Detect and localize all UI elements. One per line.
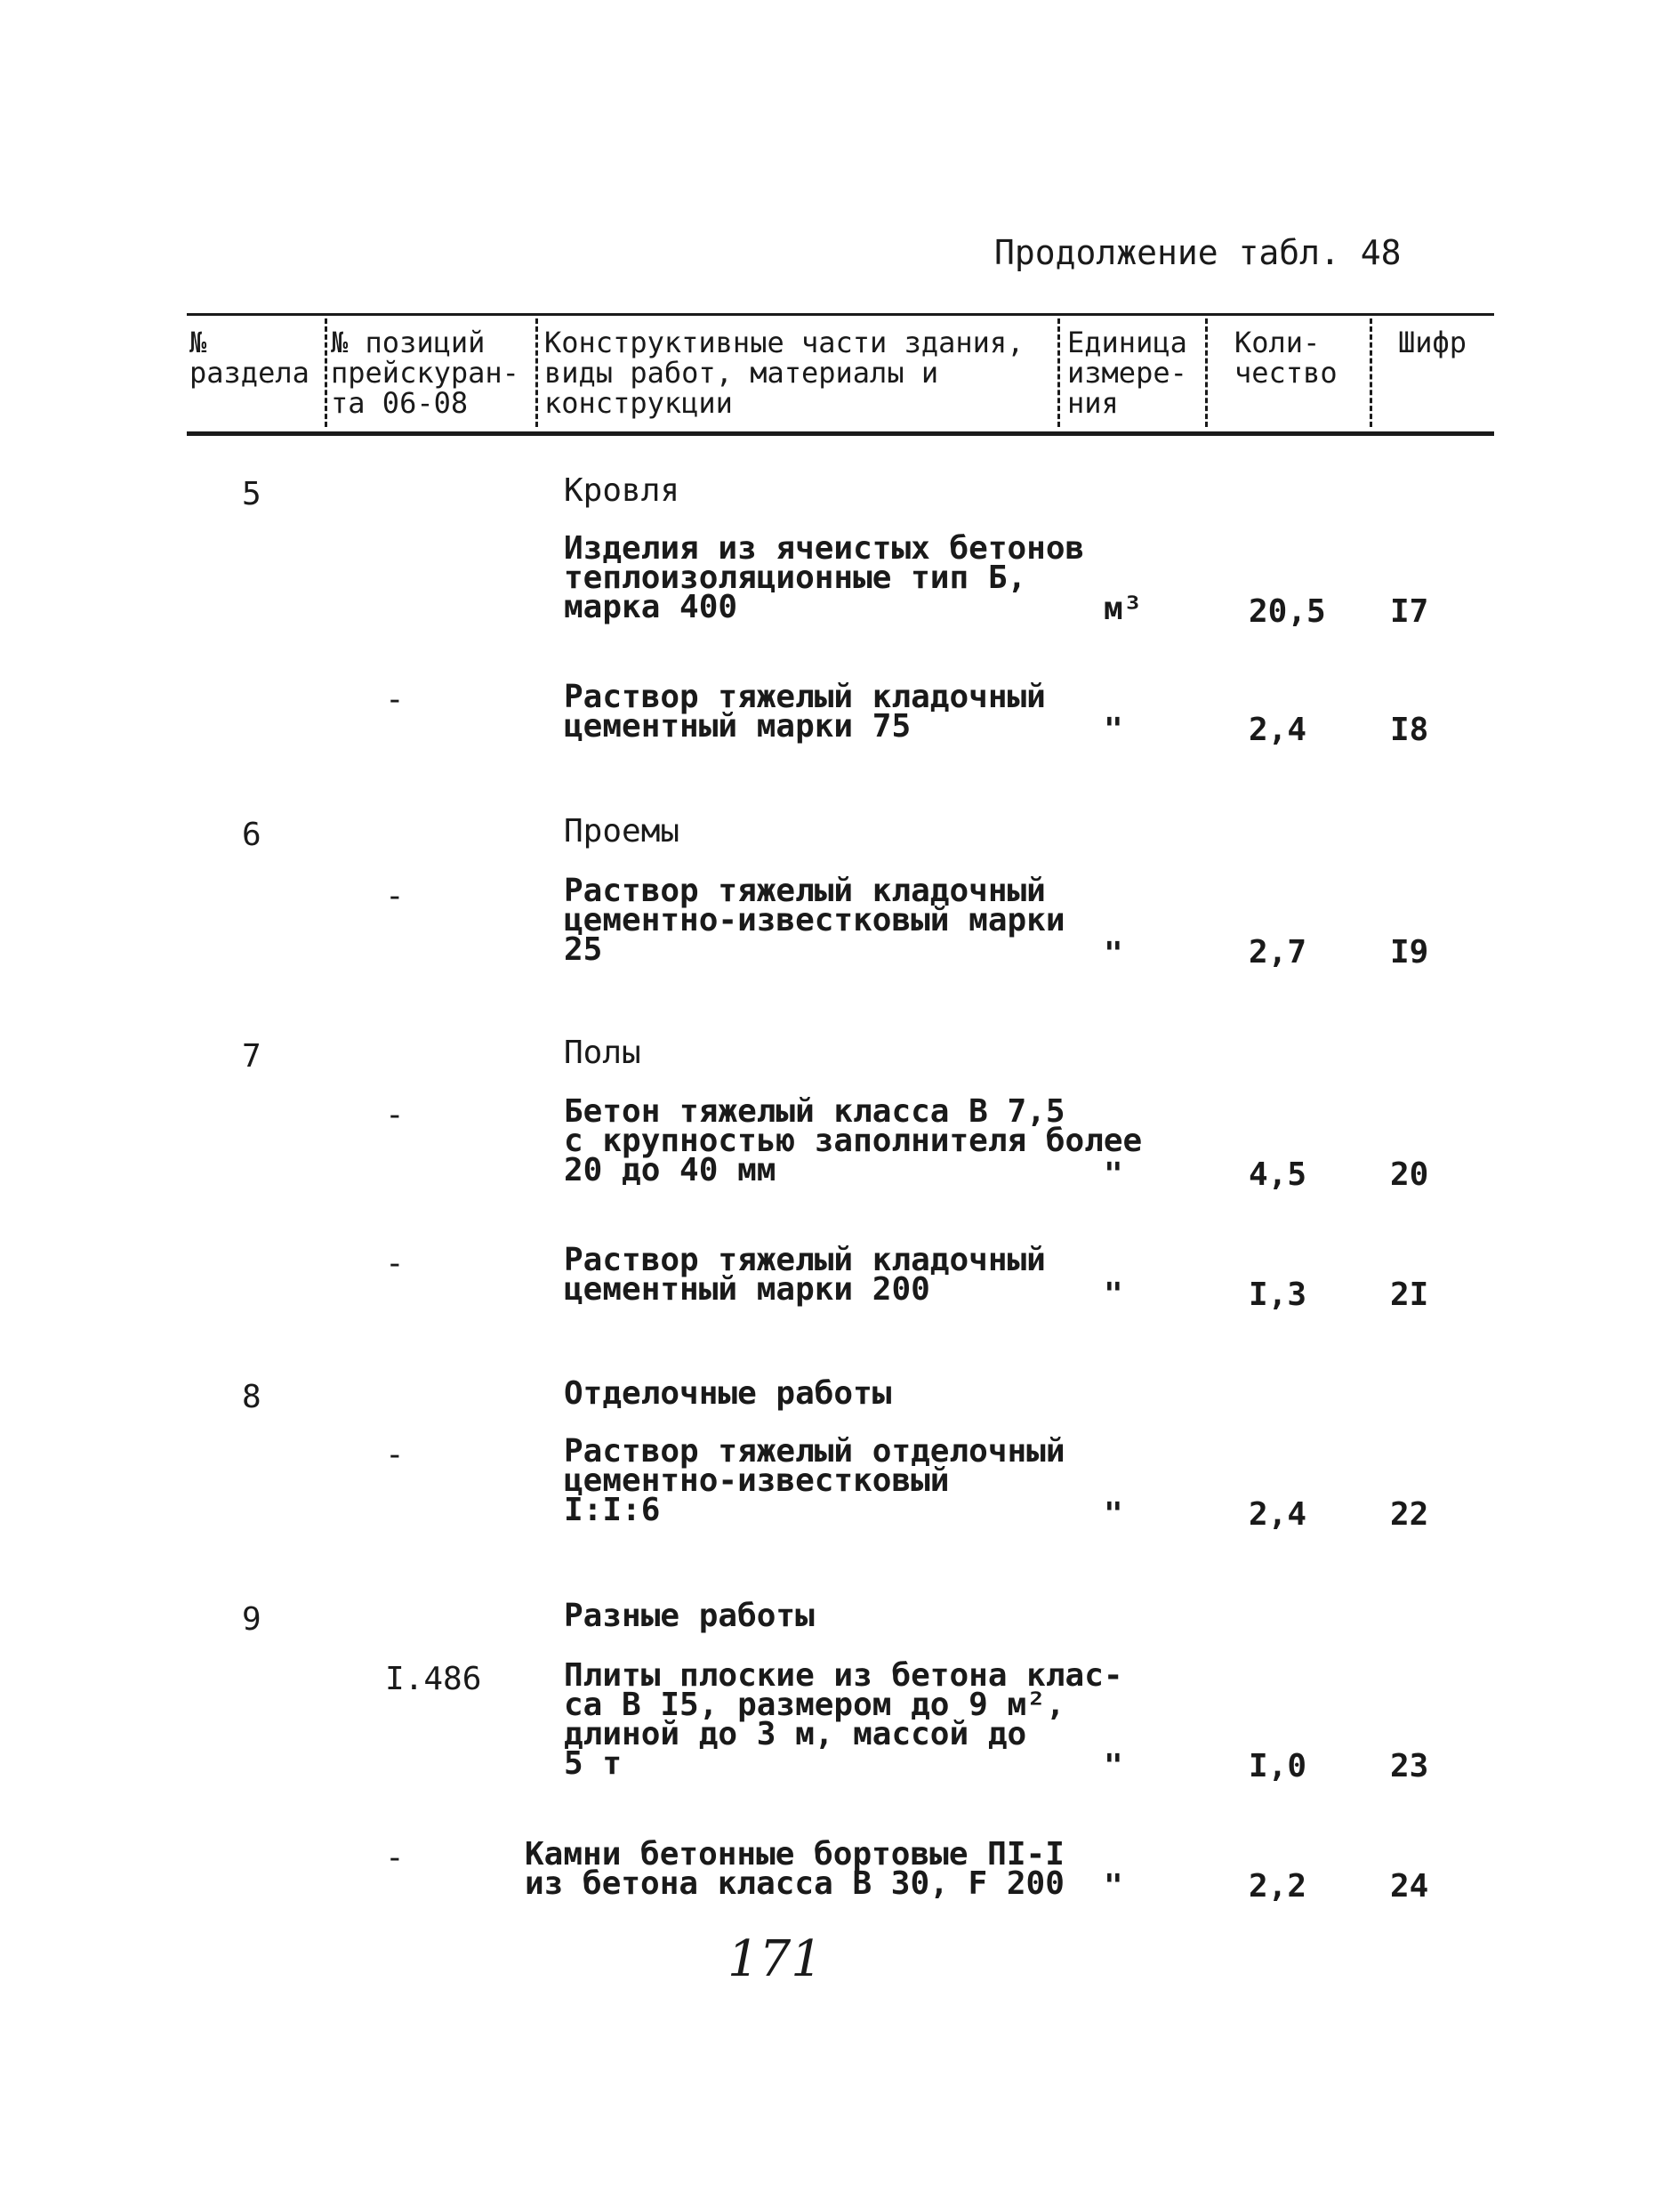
row-description: Плиты плоские из бетона клас- са В I5, размером до 9 м², длиной до 3 м, массой до 5 т — [564, 1657, 1123, 1782]
row-unit: " — [1104, 1156, 1123, 1193]
row-code: 20 — [1390, 1156, 1429, 1193]
row-description: Раствор тяжелый кладочный цементно-известковый марки 25 — [564, 873, 1065, 968]
column-separator — [325, 318, 327, 427]
row-position: - — [385, 878, 405, 914]
row-quantity: 4,5 — [1249, 1156, 1307, 1193]
row-unit: м³ — [1104, 591, 1143, 627]
row-code: I7 — [1390, 593, 1429, 630]
page-number: 171 — [727, 1930, 823, 1988]
row-description: Изделия из ячеистых бетонов теплоизоляционные тип Б, марка 400 — [564, 530, 1085, 625]
header-description: Конструктивные части здания, виды работ, материалы и конструкции — [544, 326, 1025, 420]
row-description: Камни бетонные бортовые ПI-I из бетона класса В 30, F 200 — [525, 1836, 1065, 1902]
header-code: Шифр — [1398, 326, 1467, 359]
section-number: 7 — [242, 1038, 261, 1075]
column-separator — [1205, 318, 1208, 427]
row-unit: " — [1104, 1277, 1123, 1313]
row-code: 24 — [1390, 1868, 1429, 1905]
section-number: 5 — [242, 476, 261, 512]
row-position: - — [385, 681, 405, 718]
section-number: 8 — [242, 1379, 261, 1415]
section-title: Отделочные работы — [564, 1375, 892, 1412]
column-separator — [1370, 318, 1372, 427]
section-number: 6 — [242, 817, 261, 853]
row-quantity: I,3 — [1249, 1277, 1307, 1313]
row-quantity: 2,7 — [1249, 934, 1307, 971]
row-quantity: 2,2 — [1249, 1868, 1307, 1905]
header-unit: Единица измере- ния — [1067, 326, 1187, 420]
header-price-position: № позиций прейскуран- та 06-08 — [331, 326, 519, 420]
row-unit: " — [1104, 936, 1123, 972]
section-title: Полы — [564, 1035, 641, 1071]
row-position: - — [385, 1840, 405, 1876]
header-section-number: № раздела — [189, 326, 309, 390]
section-title: Проемы — [564, 813, 680, 850]
row-code: I8 — [1390, 712, 1429, 748]
row-unit: " — [1104, 712, 1123, 748]
section-number: 9 — [242, 1601, 261, 1638]
header-top-rule — [187, 313, 1494, 316]
row-description: Раствор тяжелый кладочный цементный марки 75 — [564, 679, 1046, 745]
row-quantity: 2,4 — [1249, 1496, 1307, 1533]
section-title: Разные работы — [564, 1598, 815, 1634]
row-position: I.486 — [385, 1661, 482, 1697]
row-quantity: I,0 — [1249, 1748, 1307, 1784]
header-quantity: Коли- чество — [1234, 326, 1338, 390]
row-position: - — [385, 1097, 405, 1133]
header-bottom-rule — [187, 431, 1494, 436]
column-separator — [1057, 318, 1060, 427]
row-position: - — [385, 1437, 405, 1473]
row-code: I9 — [1390, 934, 1429, 971]
row-unit: " — [1104, 1496, 1123, 1533]
row-code: 2I — [1390, 1277, 1429, 1313]
row-description: Раствор тяжелый отделочный цементно-известковый I:I:6 — [564, 1433, 1065, 1528]
column-separator — [535, 318, 538, 427]
row-quantity: 20,5 — [1249, 593, 1326, 630]
row-quantity: 2,4 — [1249, 712, 1307, 748]
section-title: Кровля — [564, 472, 680, 509]
row-position: - — [385, 1245, 405, 1282]
row-description: Раствор тяжелый кладочный цементный марки 200 — [564, 1242, 1046, 1308]
table-caption: Продолжение табл. 48 — [994, 233, 1402, 272]
row-description: Бетон тяжелый класса В 7,5 с крупностью заполнителя более 20 до 40 мм — [564, 1093, 1143, 1188]
row-unit: " — [1104, 1868, 1123, 1905]
row-code: 22 — [1390, 1496, 1429, 1533]
row-code: 23 — [1390, 1748, 1429, 1784]
row-unit: " — [1104, 1748, 1123, 1784]
